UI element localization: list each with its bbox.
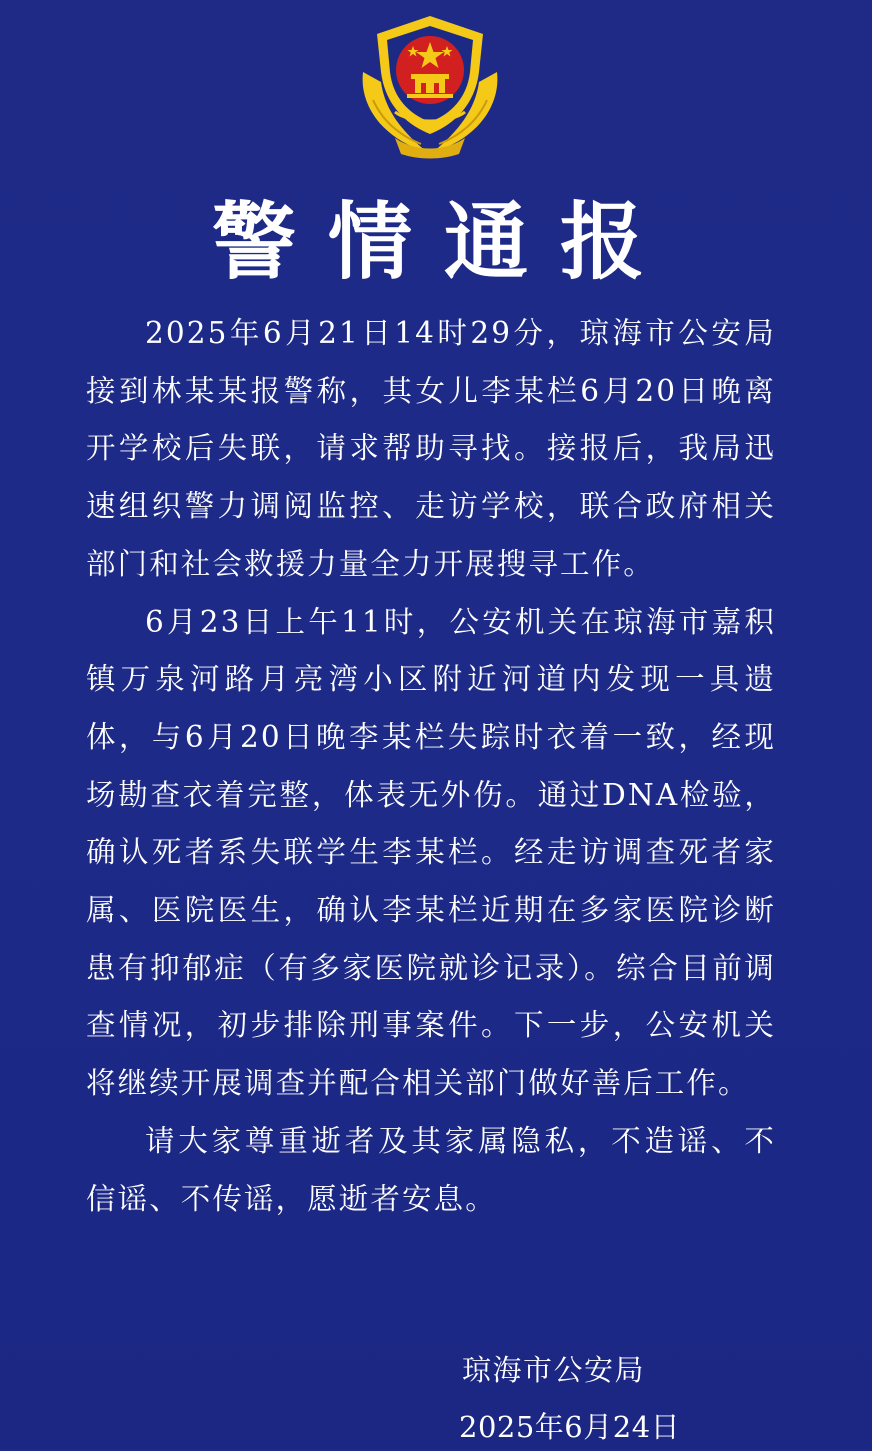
notice-paragraph-1: 2025年6月21日14时29分，琼海市公安局接到林某某报警称，其女儿李某栏6月20日晚离开学校后失联，请求帮助寻找。接报后，我局迅速组织警力调阅监控、走访学校，联合政府相关部门和社会救援力量全力开展搜寻工作。 xyxy=(86,316,776,581)
notice-paragraph-3: 请大家尊重逝者及其家属隐私，不造谣、不信谣、不传谣，愿逝者安息。 xyxy=(86,1123,776,1216)
signature-date: 2025年6月24日 xyxy=(459,1410,681,1444)
notice-body xyxy=(86,305,776,1228)
signature-organization: 琼海市公安局 xyxy=(462,1353,646,1387)
notice-paragraph-2: 6月23日上午11时，公安机关在琼海市嘉积镇万泉河路月亮湾小区附近河道内发现一具遗体，与6月20日晚李某栏失踪时衣着一致，经现场勘查衣着完整，体表无外伤。通过DNA检验，确认死者系失联学生李某栏。经走访调查死者家属、医院医生，确认李某栏近期在多家医院诊断患有抑郁症（有多家医院就诊记录）。综合目前调查情况，初步排除刑事案件。下一步，公安机关将继续开展调查并配合相关部门做好善后工作。 xyxy=(86,604,776,1101)
police-emblem-icon xyxy=(355,12,505,160)
notice-title: 警情通报 xyxy=(211,193,676,291)
